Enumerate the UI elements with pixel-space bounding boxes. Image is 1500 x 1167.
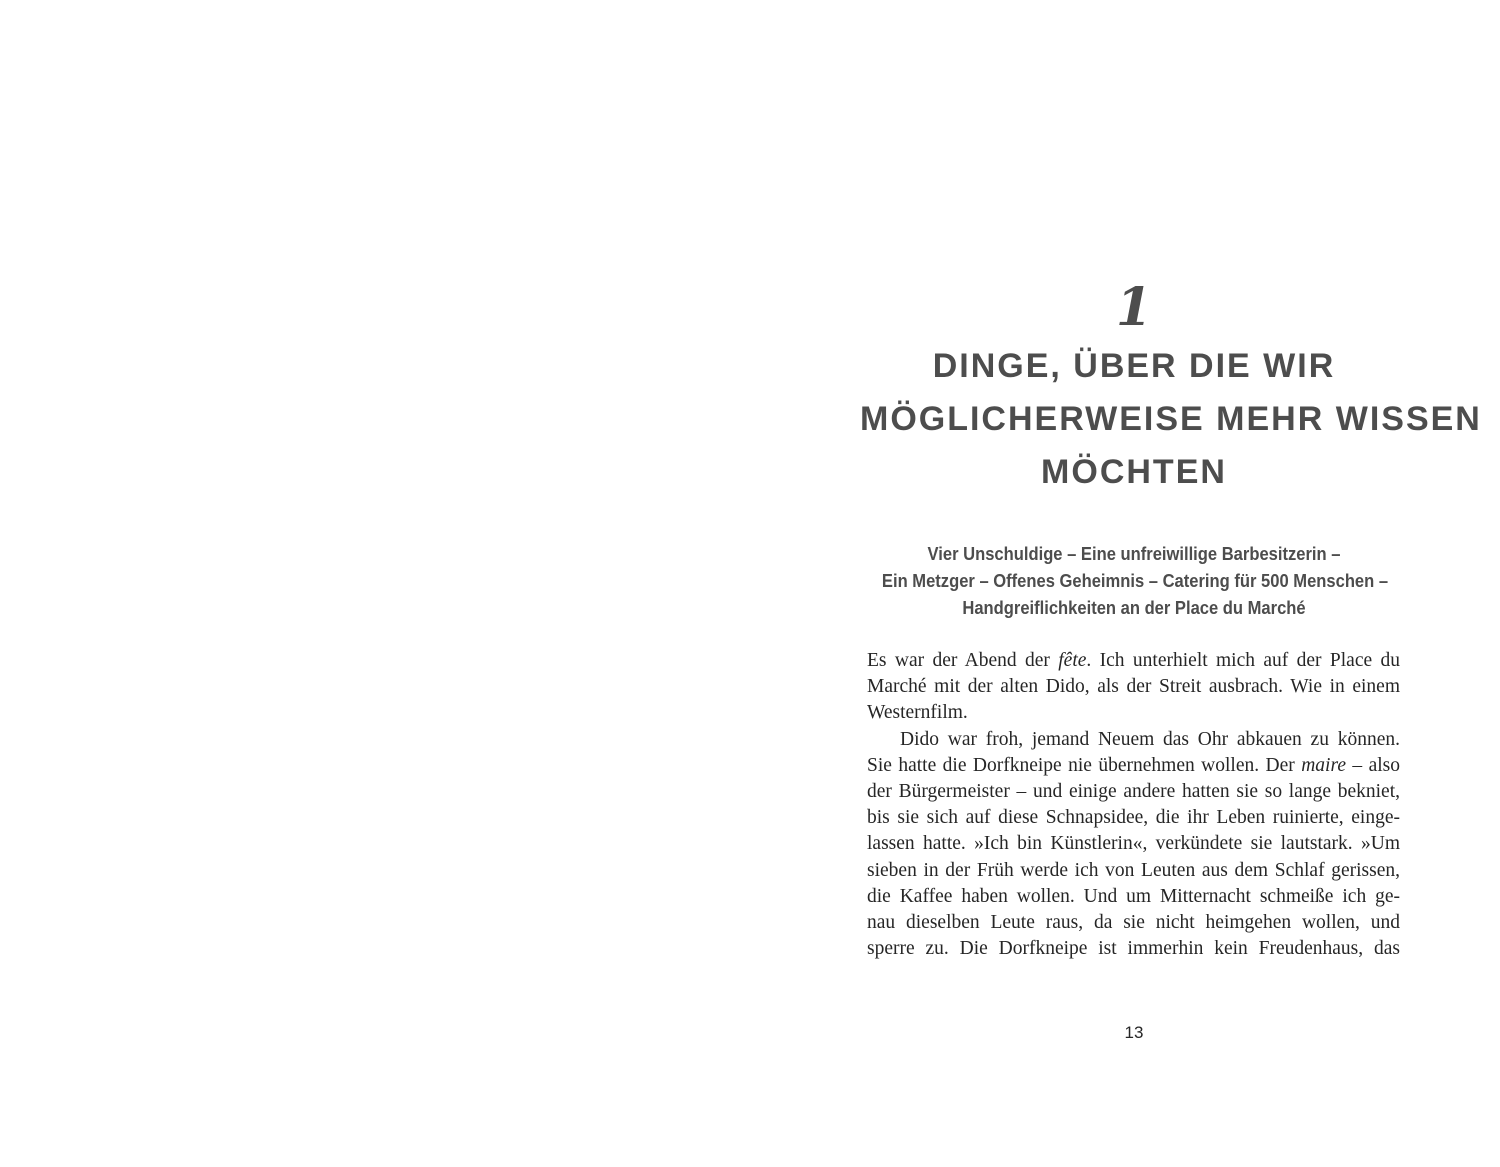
- body-line: der Bürgermeister – und einige andere hatten sie so lange bekniet,: [867, 780, 1400, 802]
- body-line: Sie hatte die Dorfkneipe nie übernehmen wollen. Der maire – also: [867, 754, 1400, 776]
- body-text: [867, 648, 1400, 962]
- body-line: sieben in der Früh werde ich von Leuten aus dem Schlaf gerissen,: [867, 859, 1400, 881]
- body-line: Dido war froh, jemand Neuem das Ohr abkauen zu können.: [900, 728, 1400, 750]
- chapter-summary: [860, 541, 1408, 622]
- chapter-number: 1: [1115, 277, 1153, 338]
- body-line: die Kaffee haben wollen. Und um Mitternacht schmeiße ich ge-: [867, 885, 1400, 907]
- body-line: Westernfilm.: [867, 702, 968, 724]
- body-line: bis sie sich auf diese Schnapsidee, die ihr Leben ruinierte, einge-: [867, 807, 1400, 829]
- chapter-title-line: DINGE, ÜBER DIE WIR: [932, 347, 1336, 385]
- body-line: nau dieselben Leute raus, da sie nicht heimgehen wollen, und: [867, 911, 1400, 933]
- body-line: lassen hatte. »Ich bin Künstlerin«, verkündete sie lautstark. »Um: [867, 833, 1400, 855]
- body-line: sperre zu. Die Dorfkneipe ist immerhin kein Freudenhaus, das: [867, 938, 1400, 960]
- chapter-title-line: MÖCHTEN: [1041, 453, 1227, 491]
- body-line: Es war der Abend der fête. Ich unterhielt mich auf der Place du: [867, 650, 1400, 671]
- summary-line: Ein Metzger – Offenes Geheimnis – Catering für 500 Menschen –: [881, 571, 1389, 591]
- body-line: Marché mit der alten Dido, als der Streit ausbrach. Wie in einem: [867, 676, 1400, 698]
- summary-line: Vier Unschuldige – Eine unfreiwillige Barbesitzerin –: [927, 544, 1341, 564]
- page-number: 13: [1124, 1023, 1144, 1042]
- summary-line: Handgreiflichkeiten an der Place du Marché: [962, 598, 1306, 618]
- chapter-title-line: MÖGLICHERWEISE MEHR WISSEN: [860, 400, 1482, 438]
- chapter-title: [860, 340, 1482, 499]
